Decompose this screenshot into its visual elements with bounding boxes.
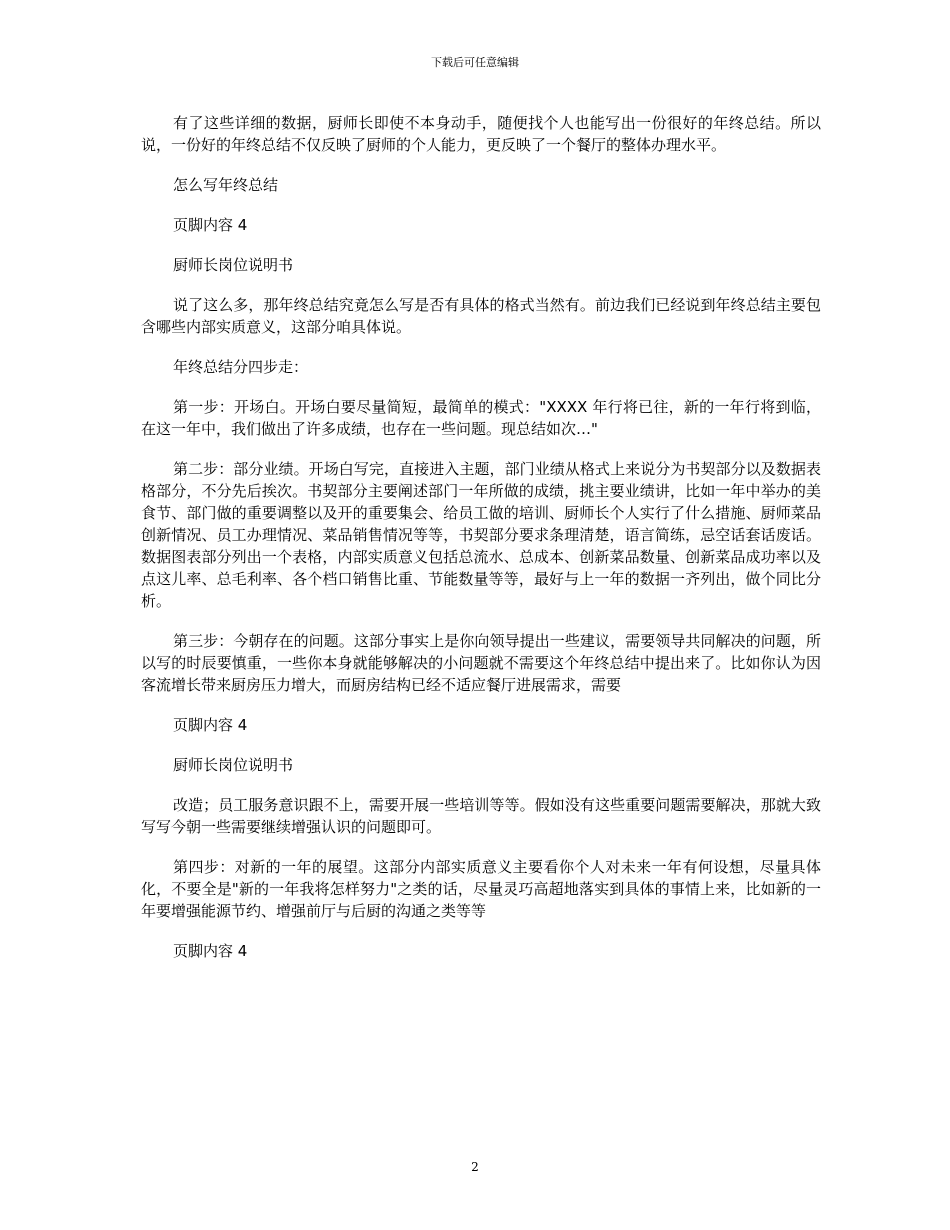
paragraph: 年终总结分四步走： [173, 358, 309, 376]
document-body [141, 112, 821, 980]
page-number: 2 [471, 1160, 479, 1174]
footer-note: 页脚内容 4 [173, 716, 248, 734]
section-title: 厨师长岗位说明书 [173, 756, 294, 774]
paragraph: 有了这些详细的数据，厨师长即使不本身动手，随便找个人也能写出一份很好的年终总结。所以说，一份好的年终总结不仅反映了厨师的个人能力，更反映了一个餐厅的整体办理水平。 [141, 114, 821, 154]
paragraph: 第三步：今朝存在的问题。这部分事实上是你向领导提出一些建议，需要领导共同解决的问题，所以写的时辰要慎重，一些你本身就能够解决的小问题就不需要这个年终总结中提出来了。比如你认为因客流增长带来厨房压力增大，而厨房结构已经不适应餐厅进展需求，需要 [141, 632, 821, 694]
paragraph: 说了这么多，那年终总结究竟怎么写是否有具体的格式当然有。前边我们已经说到年终总结主要包含哪些内部实质意义，这部分咱具体说。 [141, 296, 821, 336]
paragraph: 改造；员工服务意识跟不上，需要开展一些培训等等。假如没有这些重要问题需要解决，那就大致写写今朝一些需要继续增强认识的问题即可。 [141, 796, 821, 836]
footer-note: 页脚内容 4 [173, 942, 248, 960]
section-title: 厨师长岗位说明书 [173, 256, 294, 274]
heading: 怎么写年终总结 [173, 176, 279, 194]
paragraph: 第四步：对新的一年的展望。这部分内部实质意义主要看你个人对未来一年有何设想，尽量具体化，不要全是"新的一年我将怎样努力"之类的话，尽量灵巧高超地落实到具体的事情上来，比如新的一年要增强能源节约、增强前厅与后厨的沟通之类等等 [141, 858, 821, 920]
footer-note: 页脚内容 4 [173, 216, 248, 234]
paragraph: 第一步：开场白。开场白要尽量简短，最简单的模式："XXXX 年行将已往，新的一年行将到临，在这一年中，我们做出了许多成绩，也存在一些问题。现总结如次…" [141, 398, 821, 438]
paragraph: 第二步：部分业绩。开场白写完，直接进入主题，部门业绩从格式上来说分为书契部分以及数据表格部分，不分先后挨次。书契部分主要阐述部门一年所做的成绩，挑主要业绩讲，比如一年中举办的美食节、部门做的重要调整以及开的重要集会、给员工做的培训、厨师长个人实行了什么措施、厨师菜品创新情况、员工办理情况、菜品销售情况等等，书契部分要求条理清楚，语言简练，忌空话套话废话。数据图表部分列出一个表格，内部实质意义包括总流水、总成本、创新菜品数量、创新菜品成功率以及点这儿率、总毛利率、各个档口销售比重、节能数量等等，最好与上一年的数据一齐列出，做个同比分析。 [141, 460, 821, 610]
page-header: 下载后可任意编辑 [431, 56, 519, 69]
